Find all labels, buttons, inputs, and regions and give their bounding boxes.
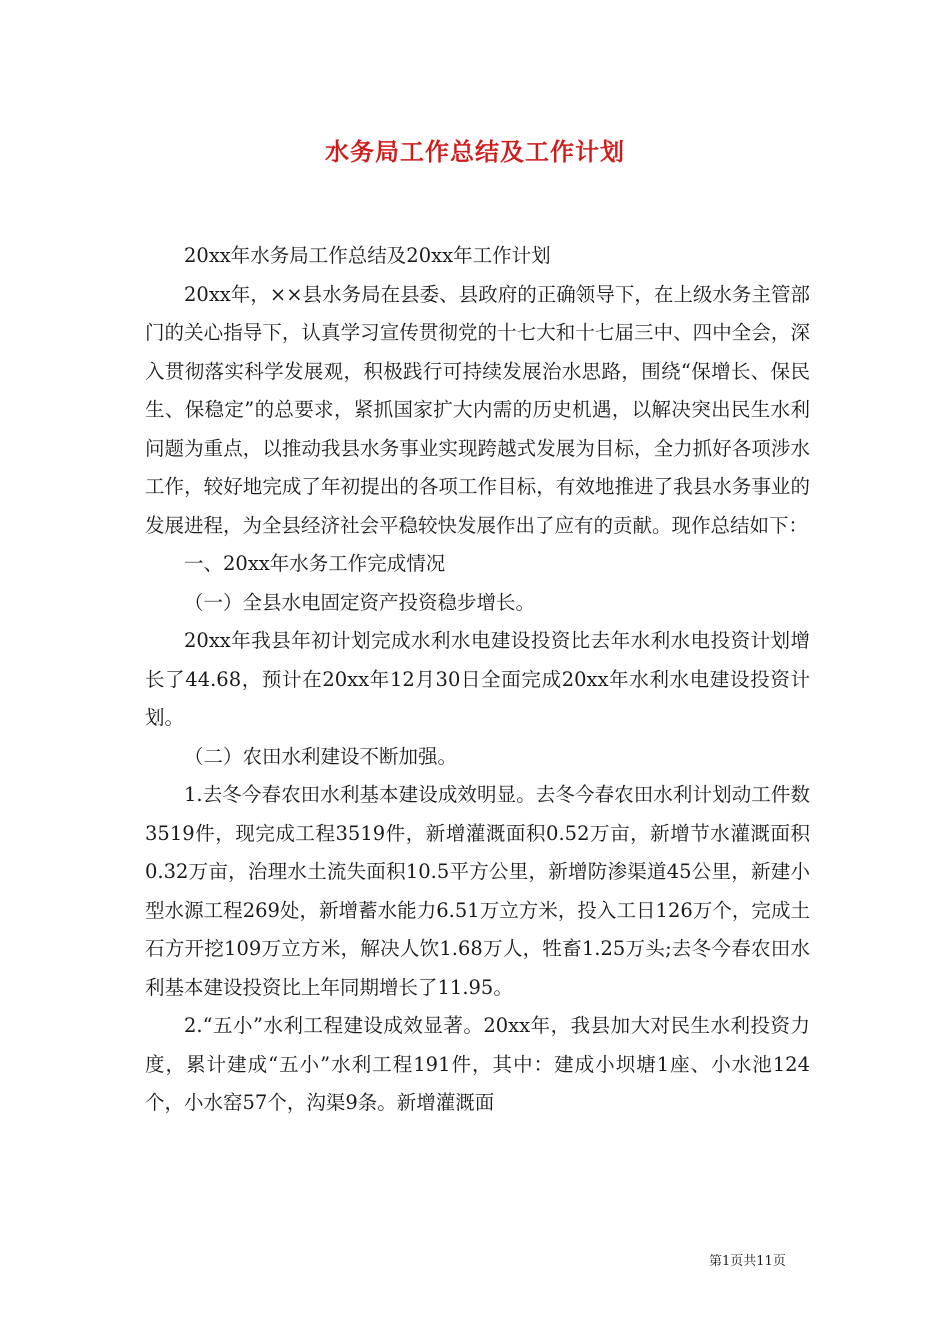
subtitle-paragraph: 20xx年水务局工作总结及20xx年工作计划 <box>184 244 551 267</box>
document-title: 水务局工作总结及工作计划 <box>325 138 625 166</box>
section-heading: 一、20xx年水务工作完成情况 <box>184 552 446 575</box>
page-number-footer: 第1页共11页 <box>709 1254 786 1269</box>
subsection-heading-2: （二）农田水利建设不断加强。 <box>184 744 458 768</box>
subsection-heading-1: （一）全县水电固定资产投资稳步增长。 <box>184 590 536 614</box>
investment-paragraph: 20xx年我县年初计划完成水利水电建设投资比去年水利水电投资计划增长了44.68，预计在20xx年12月30日全面完成20xx年水利水电建设投资计划。 <box>145 629 810 729</box>
intro-paragraph: 20xx年，××县水务局在县委、县政府的正确领导下，在上级水务主管部门的关心指导下，认真学习宣传贯彻党的十七大和十七届三中、四中全会，深入贯彻落实科学发展观，积极践行可持续发展治水思路，围绕“保增长、保民生、保稳定”的总要求，紧抓国家扩大内需的历史机遇，以解决突出民生水利问题为重点，以推动我县水务事业实现跨越式发展为目标，全力抓好各项涉水工作，较好地完成了年初提出的各项工作目标，有效地推进了我县水务事业的发展进程，为全县经济社会平稳较快发展作出了应有的贡献。现作总结如下： <box>145 282 810 537</box>
document-body <box>145 237 810 1123</box>
farmland-paragraph: 1.去冬今春农田水利基本建设成效明显。去冬今春农田水利计划动工件数3519件，现完成工程3519件，新增灌溉面积0.52万亩，新增节水灌溉面积0.32万亩，治理水土流失面积10.5平方公里，新增防渗渠道45公里，新建小型水源工程269处，新增蓄水能力6.51万立方米，投入工日126万个，完成土石方开挖109万立方米，解决人饮1.68万人，牲畜1.25万头;去冬今春农田水利基本建设投资比上年同期增长了11.95。 <box>145 783 810 999</box>
wuxiao-paragraph: 2.“五小”水利工程建设成效显著。20xx年，我县加大对民生水利投资力度，累计建成“五小”水利工程191件，其中：建成小坝塘1座、小水池124个，小水窑57个，沟渠9条。新增灌溉面 <box>145 1014 810 1114</box>
